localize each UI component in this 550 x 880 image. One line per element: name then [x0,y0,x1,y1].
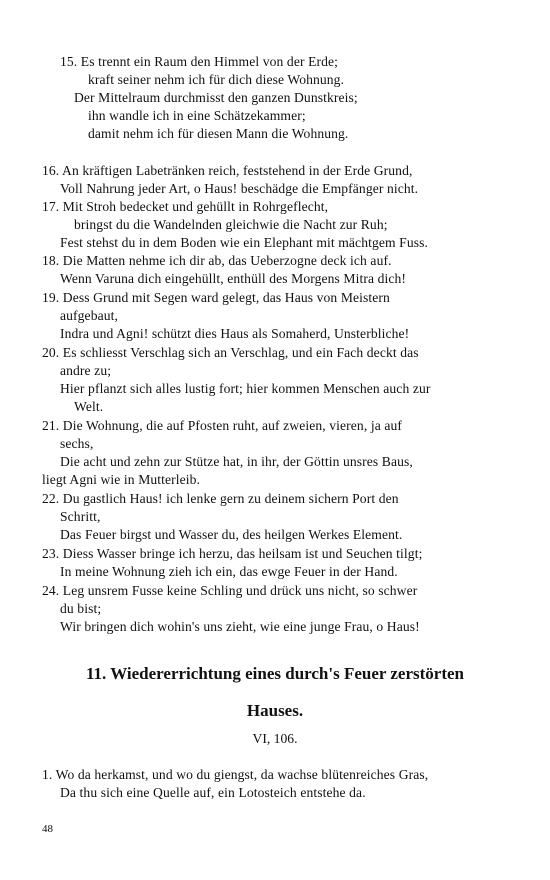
verse-18-line-2: Wenn Varuna dich eingehüllt, enthüll des Morgens Mitra dich! [60,271,407,286]
stanza-15-line-2: kraft seiner nehm ich für dich diese Wohnung. [88,72,345,87]
verse-20-line-4: Welt. [74,399,104,414]
verse-23-line-1: 23. Diess Wasser bringe ich herzu, das heilsam ist und Seuchen tilgt; [42,546,423,561]
verse-20-line-1: 20. Es schliesst Verschlag sich an Verschlag, und ein Fach deckt das [42,345,419,360]
verse-19-line-1: 19. Dess Grund mit Segen ward gelegt, das Haus von Meistern [42,290,390,305]
verse-1-line-2: Da thu sich eine Quelle auf, ein Lotosteich entstehe da. [60,785,366,800]
verse-1-line-1: 1. Wo da herkamst, und wo du giengst, da wachse blütenreiches Gras, [42,767,429,782]
verse-23-line-2: In meine Wohnung zieh ich ein, das ewge Feuer in der Hand. [60,564,398,579]
verse-19-line-2: aufgebaut, [60,308,118,323]
stanza-15-line-5: damit nehm ich für diesen Mann die Wohnung. [88,126,349,141]
verse-16-line-2: Voll Nahrung jeder Art, o Haus! beschädge die Empfänger nicht. [60,181,419,196]
verse-16-line-1: 16. An kräftigen Labetränken reich, feststehend in der Erde Grund, [42,163,413,178]
section-title-line-2: Hauses. [246,701,304,720]
verse-18-line-1: 18. Die Matten nehme ich dir ab, das Ueberzogne deck ich auf. [42,253,392,268]
stanza-15-line-3: Der Mittelraum durchmisst den ganzen Dunstkreis; [74,90,358,105]
verse-17-line-2: bringst du die Wandelnden gleichwie die Nacht zur Ruh; [74,217,388,232]
verse-24-line-3: Wir bringen dich wohin's uns zieht, wie eine junge Frau, o Haus! [60,619,420,634]
verse-21-line-1: 21. Die Wohnung, die auf Pfosten ruht, auf zweien, vieren, ja auf [42,418,402,433]
stanza-15-line-4: ihn wandle ich in eine Schätzekammer; [88,108,306,123]
section-title-line-1: 11. Wiedererrichtung eines durch's Feuer zerstörten [85,664,465,683]
verse-20-line-2: andre zu; [60,363,112,378]
verse-22-line-1: 22. Du gastlich Haus! ich lenke gern zu deinem sichern Port den [42,491,399,506]
stanza-15-line-1: 15. Es trennt ein Raum den Himmel von der Erde; [60,54,339,69]
verse-17-line-1: 17. Mit Stroh bedecket und gehüllt in Rohrgeflecht, [42,199,329,214]
verse-22-line-2: Schritt, [60,509,101,524]
verse-17-line-3: Fest stehst du in dem Boden wie ein Elephant mit mächtgem Fuss. [60,235,429,250]
verse-21-line-4: liegt Agni wie in Mutterleib. [42,472,201,487]
section-source-reference: VI, 106. [252,731,298,746]
verse-20-line-3: Hier pflanzt sich alles lustig fort; hier kommen Menschen auch zur [60,381,431,396]
verse-19-line-3: Indra und Agni! schützt dies Haus als Somaherd, Unsterbliche! [60,326,410,341]
verse-24-line-1: 24. Leg unsrem Fusse keine Schling und drück uns nicht, so schwer [42,583,418,598]
verse-21-line-2: sechs, [60,436,94,451]
verse-24-line-2: du bist; [60,601,102,616]
page-number: 48 [42,823,53,835]
verse-21-line-3: Die acht und zehn zur Stütze hat, in ihr, der Göttin unsres Baus, [60,454,413,469]
verse-22-line-3: Das Feuer birgst und Wasser du, des heilgen Werkes Element. [60,527,403,542]
